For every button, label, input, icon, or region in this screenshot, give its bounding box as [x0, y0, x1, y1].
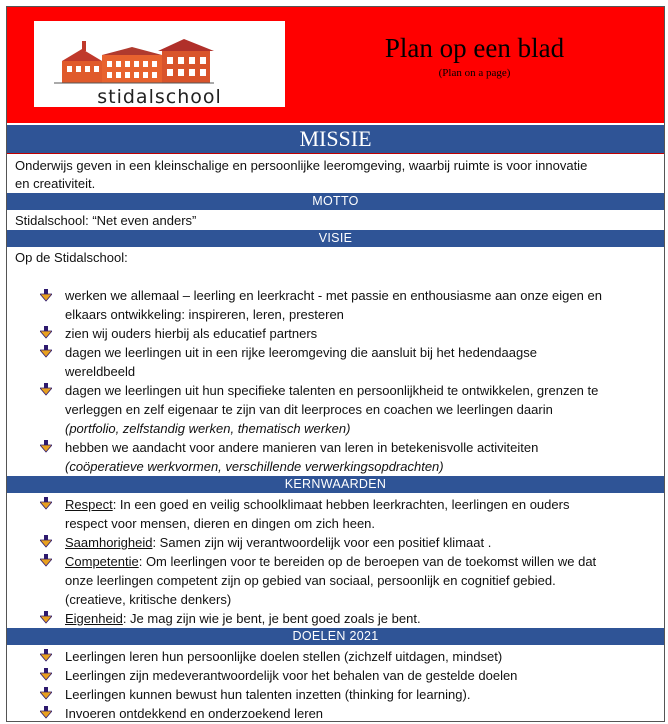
visie-item-line: wereldbeeld — [65, 364, 136, 379]
missie-heading: MISSIE — [7, 125, 664, 153]
doelen-item: Leerlingen kunnen bewust hun talenten inzetten (thinking for learning). — [65, 687, 471, 702]
kernwaarde-term: Eigenheid — [65, 611, 123, 626]
kernwaarde-line — [65, 552, 596, 571]
page-subtitle: (Plan on a page) — [438, 67, 511, 79]
kernwaarde-line: onze leerlingen competent zijn op gebied van sociaal, persoonlijk en cognitief gebied. — [65, 573, 556, 588]
page-title: Plan op een blad — [384, 33, 565, 63]
visie-item-line: hebben we aandacht voor andere manieren van leren in betekenisvolle activiteiten — [65, 440, 539, 455]
plan-page — [6, 6, 665, 722]
visie-item-italic: (portfolio, zelfstandig werken, thematisch werken) — [65, 421, 351, 436]
kernwaarde-line: respect voor mensen, dieren en dingen om zich heen. — [65, 516, 376, 531]
kernwaarde-term: Competentie — [65, 554, 139, 569]
kernwaarde-text: : Om leerlingen voor te bereiden op de beroepen van de toekomst willen we dat — [138, 554, 597, 569]
visie-item-line: verleggen en zelf eigenaar te zijn van dit leerproces en coachen we leerlingen daarin — [65, 402, 553, 417]
kernwaarde-line — [65, 533, 491, 552]
arrow-down-bullet-icon — [40, 687, 52, 700]
missie-text-line: Onderwijs geven in een kleinschalige en persoonlijke leeromgeving, waarbij ruimte is voor innovatie — [15, 158, 588, 173]
arrow-down-bullet-icon — [40, 383, 52, 396]
visie-item-italic: (coöperatieve werkvormen, verschillende verwerkingsopdrachten) — [65, 459, 444, 474]
doelen-item: Leerlingen zijn medeverantwoordelijk voor het behalen van de gestelde doelen — [65, 668, 518, 683]
arrow-down-bullet-icon — [40, 649, 52, 662]
arrow-down-bullet-icon — [40, 611, 52, 624]
doelen-heading: DOELEN 2021 — [7, 628, 664, 645]
arrow-down-bullet-icon — [40, 345, 52, 358]
kernwaarden-heading: KERNWAARDEN — [7, 476, 664, 493]
visie-item-line: zien wij ouders hierbij als educatief partners — [65, 326, 318, 341]
kernwaarde-term: Respect — [65, 497, 113, 512]
visie-item-line: elkaars ontwikkeling: inspireren, leren, presteren — [65, 307, 344, 322]
arrow-down-bullet-icon — [40, 289, 52, 302]
arrow-down-bullet-icon — [40, 497, 52, 510]
visie-intro: Op de Stidalschool: — [15, 250, 128, 265]
arrow-down-bullet-icon — [40, 706, 52, 719]
kernwaarde-text: : Je mag zijn wie je bent, je bent goed zoals je bent. — [122, 611, 421, 626]
arrow-down-bullet-icon — [40, 535, 52, 548]
arrow-down-bullet-icon — [40, 326, 52, 339]
school-logo — [34, 21, 285, 107]
kernwaarde-line: (creatieve, kritische denkers) — [65, 592, 232, 607]
missie-text-line: en creativiteit. — [15, 176, 96, 191]
visie-item-line: dagen we leerlingen uit hun specifieke talenten en persoonlijkheid te ontwikkelen, grenzen te — [65, 383, 599, 398]
kernwaarde-term: Saamhorigheid — [65, 535, 153, 550]
kernwaarde-text: : Samen zijn wij verantwoordelijk voor een positief klimaat . — [152, 535, 492, 550]
visie-item-line: werken we allemaal – leerling en leerkracht - met passie en enthousiasme aan onze eigen en — [65, 288, 602, 303]
doelen-item: Invoeren ontdekkend en onderzoekend leren — [65, 706, 324, 721]
visie-item-line: dagen we leerlingen uit in een rijke leeromgeving die aansluit bij het hedendaagse — [65, 345, 537, 360]
header-banner — [7, 7, 664, 123]
visie-heading: VISIE — [7, 230, 664, 247]
arrow-down-bullet-icon — [40, 554, 52, 567]
motto-text: Stidalschool: “Net even anders” — [15, 213, 197, 228]
doelen-item: Leerlingen leren hun persoonlijke doelen stellen (zichzelf uitdagen, mindset) — [65, 649, 503, 664]
arrow-down-bullet-icon — [40, 668, 52, 681]
kernwaarde-line — [65, 609, 421, 628]
motto-heading: MOTTO — [7, 193, 664, 210]
kernwaarde-text: : In een goed en veilig schoolklimaat hebben leerkrachten, leerlingen en ouders — [112, 497, 570, 512]
arrow-down-bullet-icon — [40, 440, 52, 453]
kernwaarde-line — [65, 495, 569, 514]
logo-text: stidalschool — [97, 86, 222, 108]
divider — [7, 153, 664, 154]
